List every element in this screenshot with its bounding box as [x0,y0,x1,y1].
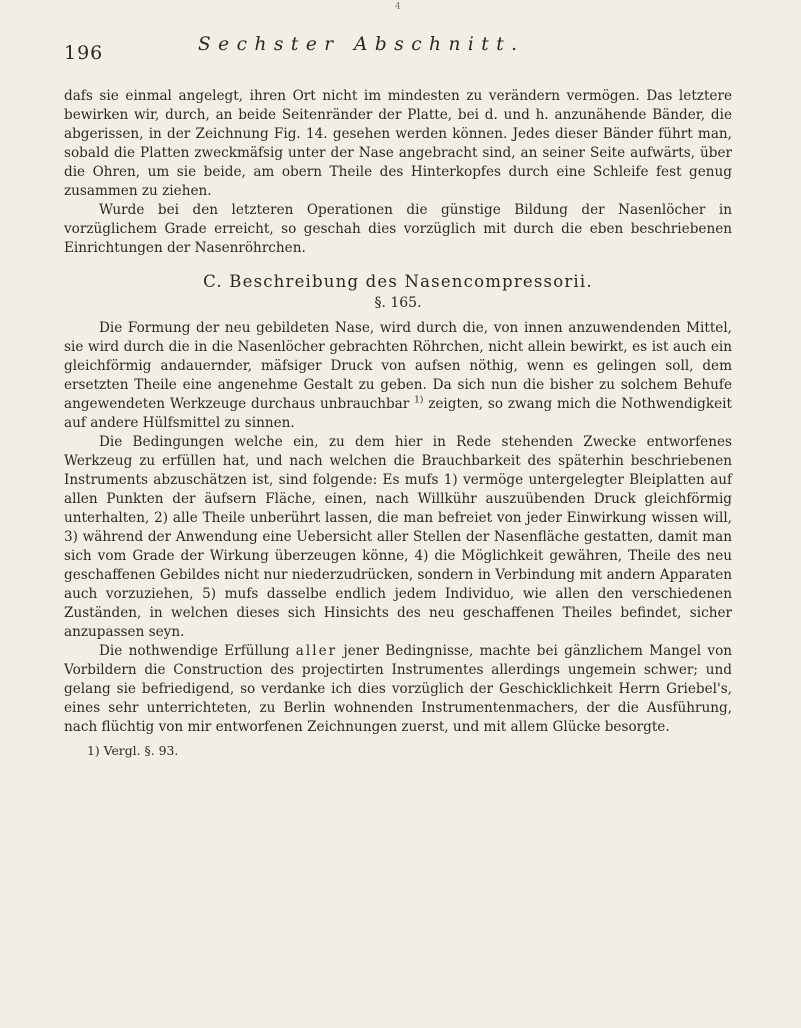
paragraph: Die Bedingungen welche ein, zu dem hier in Rede stehenden Zwecke entworfenes Werkzeug zu erfüllen hat, und nach welchen die Brauchbarkeit des späterhin beschriebenen Instruments abzuschätzen ist, sind folgende: Es mufs 1) vermöge untergelegter Bleiplatten auf allen Punkten der äufsern Fläche, einen, nach Willkühr auszuübenden Druck gleichförmig unterhalten, 2) alle Theile unberührt lassen, die man befreiet von jeder Einwirkung wissen will, 3) während der Anwendung eine Uebersicht aller Stellen der Nasenfläche gestatten, damit man sich vom Grade der Wirkung überzeugen könne, 4) die Möglichkeit gewähren, Theile des neu geschaffenen Gebildes nicht nur niederzudrücken, sondern in Verbindung mit andern Apparaten auch vorzuziehen, 5) mufs dasselbe endlich jedem Individuo, wie allen den verschiedenen Zuständen, in welchen dieses sich Hinsichts des neu geschaffenen Theiles befindet, sicher anzupassen seyn. [64,434,732,640]
paragraph-text: zeigten, so zwang mich die Nothwendigkeit auf andere Hülfsmittel zu sinnen. [64,396,732,431]
paragraph-text: jener Bedingnisse, machte bei gänzlichem Mangel von Vorbildern die Construction des projectirten Instrumentes allerdings ungemein schwer; und gelang sie befriedigend, so verdanke ich dies vorzüglich der Geschicklichkeit Herrn Griebel's, eines sehr unterrichteten, zu Berlin wohnenden Instrumentenmachers, der die Ausführung, nach flüchtig von mir entworfenen Zeichnungen zuerst, und mit allem Glücke besorgte. [64,643,733,735]
page-header [64,22,684,62]
running-head: Sechster Abschnitt. [198,34,525,55]
section-number: §. 165. [374,295,422,311]
section-heading: C. Beschreibung des Nasencompressorii. [203,272,593,291]
paragraph-text: Die Formung der neu gebildeten Nase, wird durch die, von innen anzuwendenden Mittel, sie wird durch die in die Nasenlöcher gebrachten Röhrchen, nicht allein bewirkt, es ist auch ein gleichförmig andauernder, mäfsiger Druck von aufsen nöthig, wenn es gelingen soll, dem ersetzten Theile eine angenehme Gestalt zu geben. Da sich nun die bisher zu solchem Behufe angewendeten Werkzeuge durchaus unbrauchbar [64,320,732,412]
paragraph [64,642,732,737]
signature-mark: 4 [395,2,401,12]
page-number: 196 [64,42,104,64]
paragraph [64,319,732,433]
paragraph: Wurde bei den letzteren Operationen die günstige Bildung der Nasenlöcher in vorzüglichem Grade erreicht, so geschah dies vorzüglich mit durch die eben beschriebenen Einrichtungen der Nasenröhrchen. [64,202,732,256]
paragraph-text: Die nothwendige Erfüllung [99,643,290,659]
footnote: 1) Vergl. §. 93. [87,743,179,758]
footnote-ref: 1) [414,395,424,406]
paragraph: dafs sie einmal angelegt, ihren Ort nicht im mindesten zu verändern vermögen. Das letztere bewirken wir, durch, an beide Seitenränder der Platte, bei d. und h. anzunähende Bänder, die abgerissen, in der Zeichnung Fig. 14. gesehen werden können. Jedes dieser Bänder führt man, sobald die Platten zweckmäfsig unter der Nase angebracht sind, an seiner Seite aufwärts, über die Ohren, um sie beide, am obern Theile des Hinterkopfes durch eine Schleife fest genug zusammen zu ziehen. [64,88,732,199]
emphasis-text: aller [295,643,338,659]
page-body [64,87,732,760]
